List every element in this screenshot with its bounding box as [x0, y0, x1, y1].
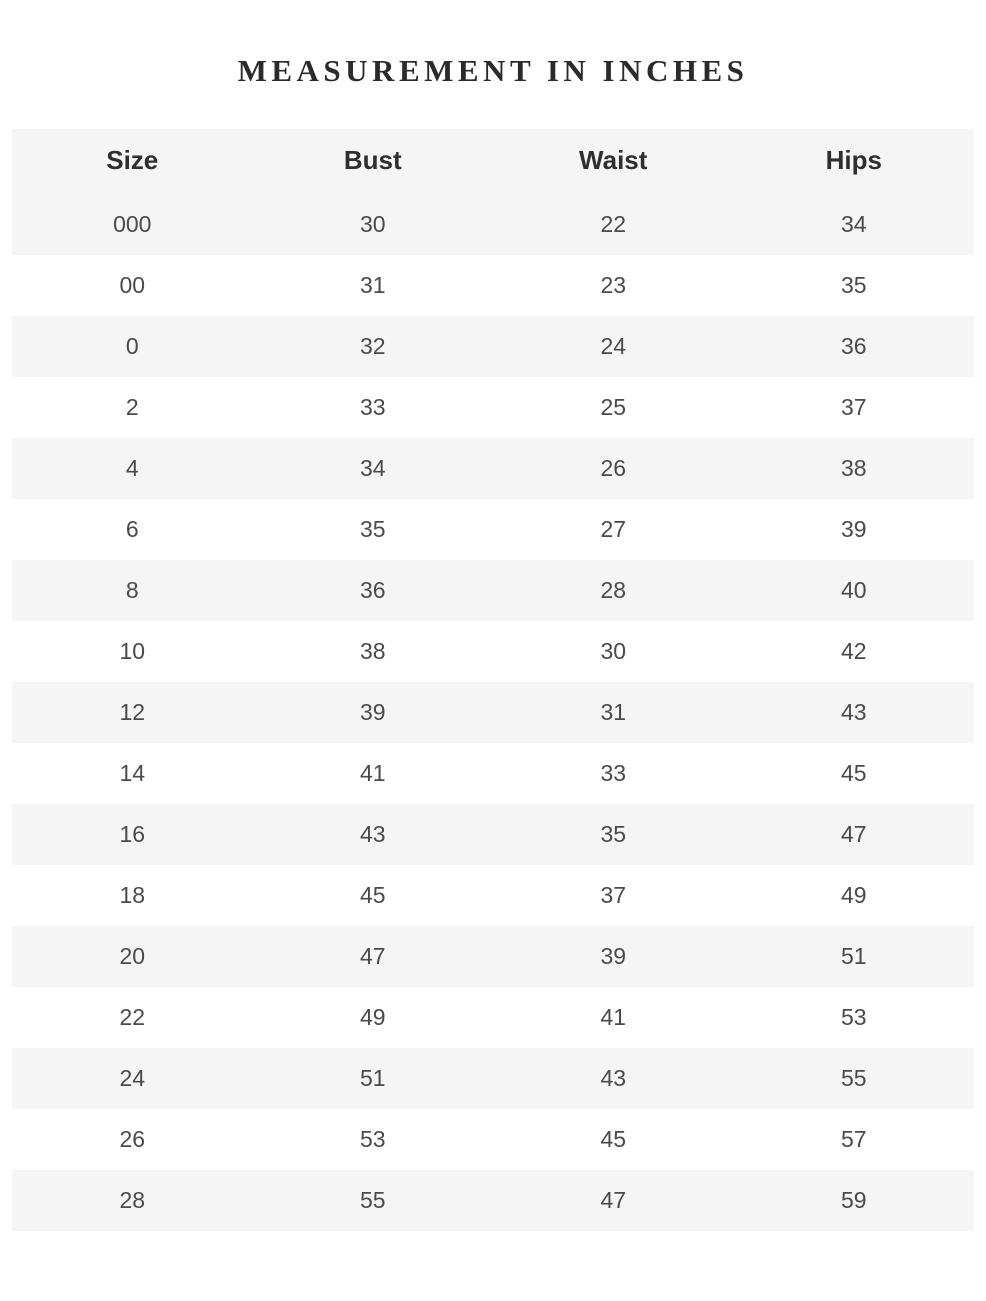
cell-waist: 31	[493, 682, 734, 743]
column-header-waist: Waist	[493, 129, 734, 194]
cell-size: 12	[12, 682, 253, 743]
cell-size: 0	[12, 316, 253, 377]
cell-size: 24	[12, 1048, 253, 1109]
cell-bust: 38	[253, 621, 494, 682]
table-row	[12, 987, 974, 1048]
cell-bust: 34	[253, 438, 494, 499]
table-row	[12, 255, 974, 316]
page-title: MEASUREMENT IN INCHES	[237, 53, 749, 88]
cell-waist: 24	[493, 316, 734, 377]
cell-waist: 45	[493, 1109, 734, 1170]
cell-hips: 36	[734, 316, 975, 377]
cell-size: 26	[12, 1109, 253, 1170]
cell-waist: 30	[493, 621, 734, 682]
cell-bust: 53	[253, 1109, 494, 1170]
cell-size: 20	[12, 926, 253, 987]
cell-waist: 47	[493, 1170, 734, 1231]
cell-bust: 41	[253, 743, 494, 804]
table-row	[12, 560, 974, 621]
cell-hips: 53	[734, 987, 975, 1048]
cell-waist: 22	[493, 194, 734, 255]
table-row	[12, 1170, 974, 1231]
cell-bust: 39	[253, 682, 494, 743]
cell-size: 000	[12, 194, 253, 255]
cell-bust: 43	[253, 804, 494, 865]
cell-hips: 47	[734, 804, 975, 865]
table-header	[12, 129, 974, 194]
cell-hips: 45	[734, 743, 975, 804]
cell-size: 8	[12, 560, 253, 621]
table-row	[12, 682, 974, 743]
cell-hips: 42	[734, 621, 975, 682]
cell-hips: 35	[734, 255, 975, 316]
table-row	[12, 1048, 974, 1109]
cell-bust: 31	[253, 255, 494, 316]
cell-size: 22	[12, 987, 253, 1048]
cell-waist: 39	[493, 926, 734, 987]
cell-hips: 49	[734, 865, 975, 926]
column-header-hips: Hips	[734, 129, 975, 194]
cell-size: 10	[12, 621, 253, 682]
cell-hips: 34	[734, 194, 975, 255]
table-row	[12, 926, 974, 987]
cell-waist: 23	[493, 255, 734, 316]
cell-hips: 40	[734, 560, 975, 621]
cell-bust: 51	[253, 1048, 494, 1109]
column-header-bust: Bust	[253, 129, 494, 194]
cell-bust: 49	[253, 987, 494, 1048]
table-row	[12, 743, 974, 804]
cell-bust: 55	[253, 1170, 494, 1231]
cell-waist: 37	[493, 865, 734, 926]
cell-size: 6	[12, 499, 253, 560]
cell-waist: 35	[493, 804, 734, 865]
table-row	[12, 621, 974, 682]
table-row	[12, 377, 974, 438]
cell-size: 14	[12, 743, 253, 804]
cell-hips: 59	[734, 1170, 975, 1231]
table-row	[12, 194, 974, 255]
table-row	[12, 438, 974, 499]
cell-waist: 43	[493, 1048, 734, 1109]
cell-bust: 33	[253, 377, 494, 438]
table-row	[12, 316, 974, 377]
cell-bust: 32	[253, 316, 494, 377]
cell-waist: 41	[493, 987, 734, 1048]
table-row	[12, 804, 974, 865]
cell-waist: 33	[493, 743, 734, 804]
measurement-table	[12, 129, 974, 1231]
cell-bust: 45	[253, 865, 494, 926]
cell-bust: 47	[253, 926, 494, 987]
cell-size: 16	[12, 804, 253, 865]
cell-size: 00	[12, 255, 253, 316]
table-row	[12, 865, 974, 926]
table-row	[12, 499, 974, 560]
cell-waist: 27	[493, 499, 734, 560]
table-header-row	[12, 129, 974, 194]
cell-size: 4	[12, 438, 253, 499]
table-body	[12, 194, 974, 1231]
table-row	[12, 1109, 974, 1170]
cell-waist: 26	[493, 438, 734, 499]
cell-hips: 38	[734, 438, 975, 499]
cell-bust: 30	[253, 194, 494, 255]
cell-size: 18	[12, 865, 253, 926]
cell-bust: 35	[253, 499, 494, 560]
cell-hips: 43	[734, 682, 975, 743]
cell-size: 2	[12, 377, 253, 438]
cell-size: 28	[12, 1170, 253, 1231]
cell-hips: 39	[734, 499, 975, 560]
cell-waist: 25	[493, 377, 734, 438]
cell-bust: 36	[253, 560, 494, 621]
size-table-container	[0, 129, 986, 1231]
cell-hips: 37	[734, 377, 975, 438]
cell-hips: 51	[734, 926, 975, 987]
cell-hips: 55	[734, 1048, 975, 1109]
cell-waist: 28	[493, 560, 734, 621]
column-header-size: Size	[12, 129, 253, 194]
cell-hips: 57	[734, 1109, 975, 1170]
